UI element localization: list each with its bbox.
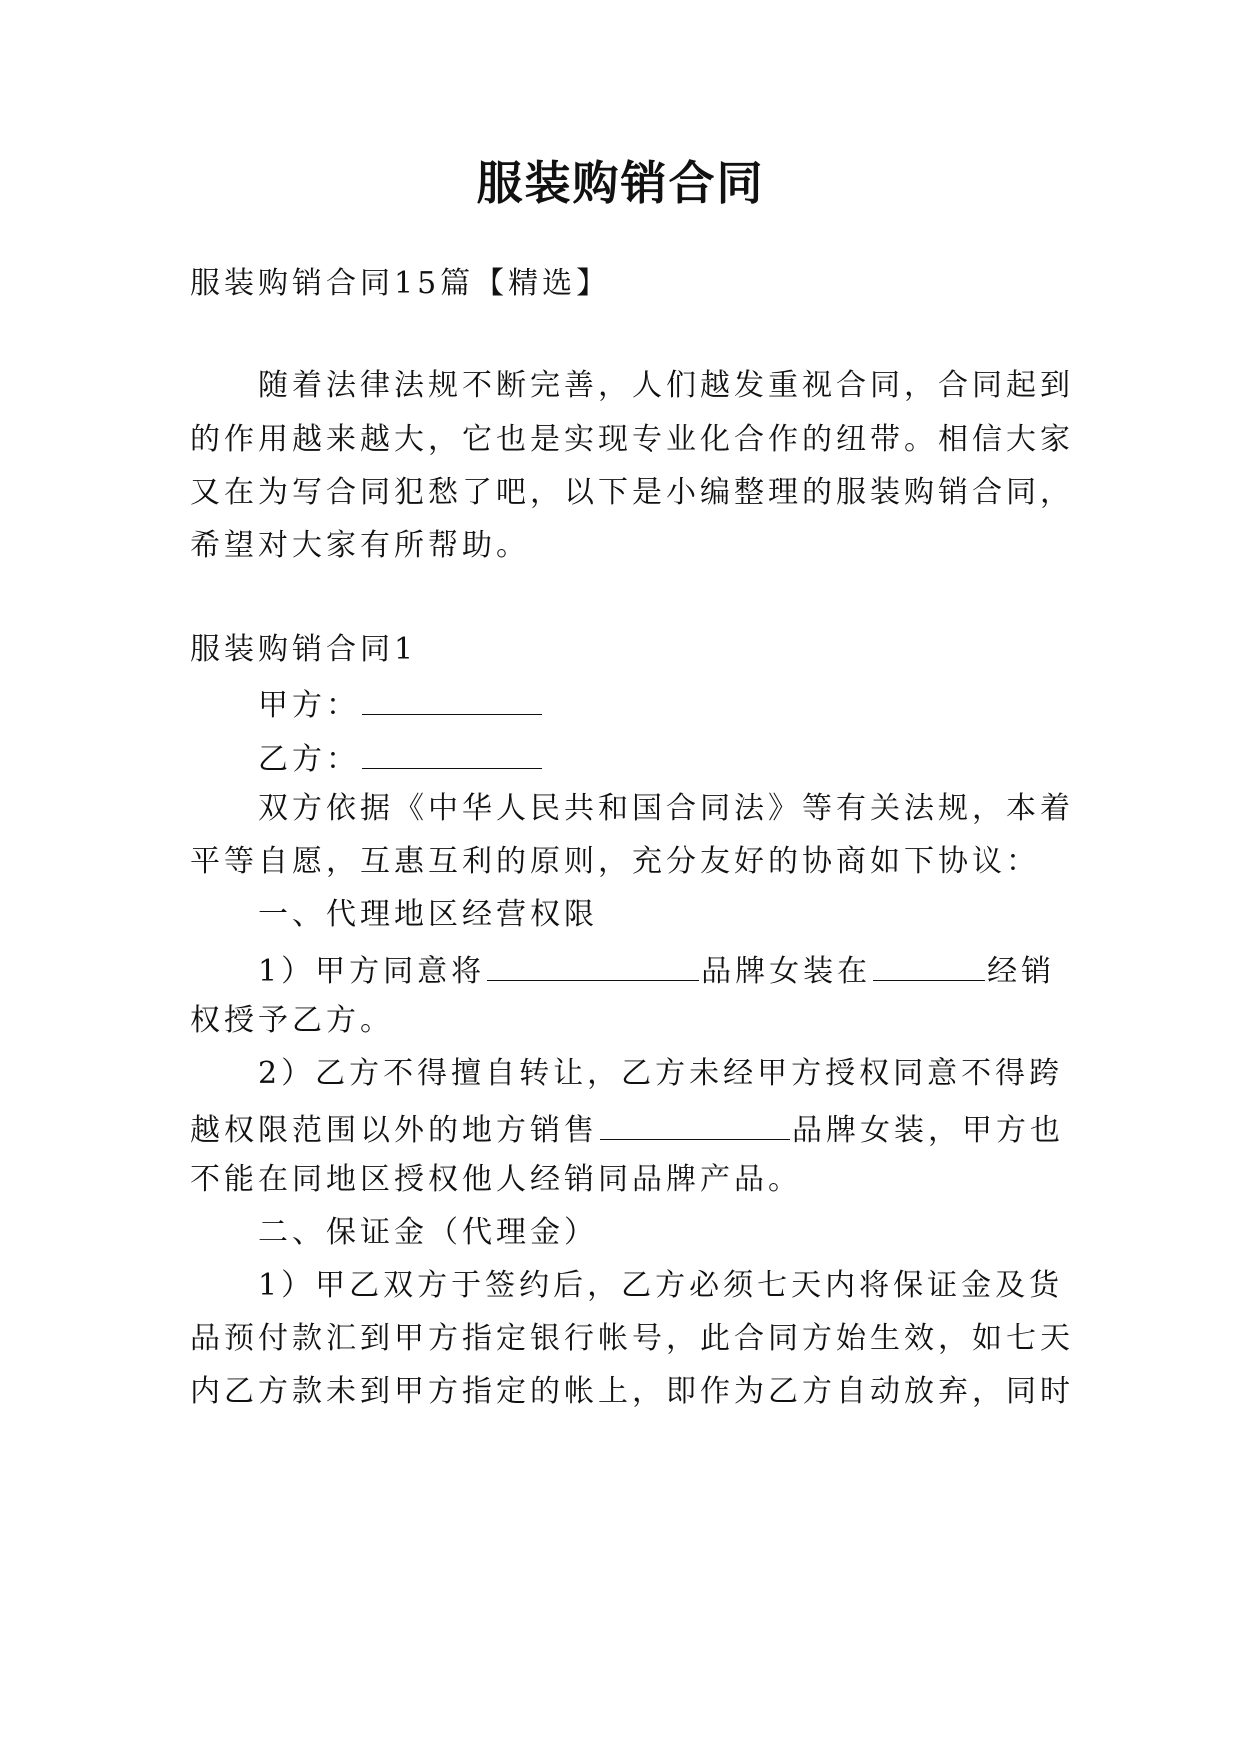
clause2-item1-line-2: 品预付款汇到甲方指定银行帐号，此合同方始生效，如七天 — [190, 1321, 1074, 1356]
clause1-heading: 一、代理地区经营权限 — [258, 897, 598, 932]
brand-blank-2 — [600, 1107, 790, 1140]
party-b-blank — [362, 736, 542, 769]
clause1-item1-text-b: 品牌女装在 — [701, 954, 872, 989]
party-a-label: 甲方： — [258, 688, 360, 723]
clause1-item2-text-b: 越权限范围以外的地方销售 — [190, 1113, 598, 1148]
intro-line-3: 又在为写合同犯愁了吧，以下是小编整理的服装购销合同， — [190, 475, 1074, 510]
region-blank — [873, 948, 985, 981]
party-a-blank — [362, 682, 542, 715]
clause2-item1-line-3: 内乙方款未到甲方指定的帐上，即作为乙方自动放弃，同时 — [190, 1374, 1074, 1409]
brand-blank — [487, 948, 699, 981]
intro-line-4: 希望对大家有所帮助。 — [190, 528, 530, 563]
document-title: 服装购销合同 — [476, 156, 765, 210]
clause2-heading: 二、保证金（代理金） — [258, 1215, 598, 1250]
party-b-label: 乙方： — [258, 742, 360, 777]
clause2-item1-line-1: 1）甲乙双方于签约后，乙方必须七天内将保证金及货 — [258, 1268, 1064, 1303]
clause1-item2-line-3: 不能在同地区授权他人经销同品牌产品。 — [190, 1162, 802, 1197]
clause1-item2-line-1: 2）乙方不得擅自转让，乙方未经甲方授权同意不得跨 — [258, 1056, 1064, 1091]
basis-line-2: 平等自愿，互惠互利的原则，充分友好的协商如下协议： — [190, 844, 1040, 879]
clause1-item1-line-2: 权授予乙方。 — [190, 1003, 394, 1038]
clause1-item1-line-1 — [258, 948, 1055, 992]
clause1-item2-text-c: 品牌女装，甲方也 — [792, 1113, 1064, 1148]
clause1-item1-text-c: 经销 — [987, 954, 1056, 989]
clause1-item2-line-2 — [190, 1107, 1064, 1151]
party-a-line — [258, 682, 544, 726]
party-b-line — [258, 736, 544, 780]
section-heading: 服装购销合同1 — [190, 632, 418, 667]
document-subtitle: 服装购销合同15篇【精选】 — [190, 266, 611, 301]
intro-line-2: 的作用越来越大，它也是实现专业化合作的纽带。相信大家 — [190, 422, 1074, 457]
basis-line-1: 双方依据《中华人民共和国合同法》等有关法规，本着 — [258, 791, 1074, 826]
clause1-item1-text-a: 1）甲方同意将 — [258, 954, 486, 989]
intro-line-1: 随着法律法规不断完善，人们越发重视合同，合同起到 — [258, 368, 1074, 403]
